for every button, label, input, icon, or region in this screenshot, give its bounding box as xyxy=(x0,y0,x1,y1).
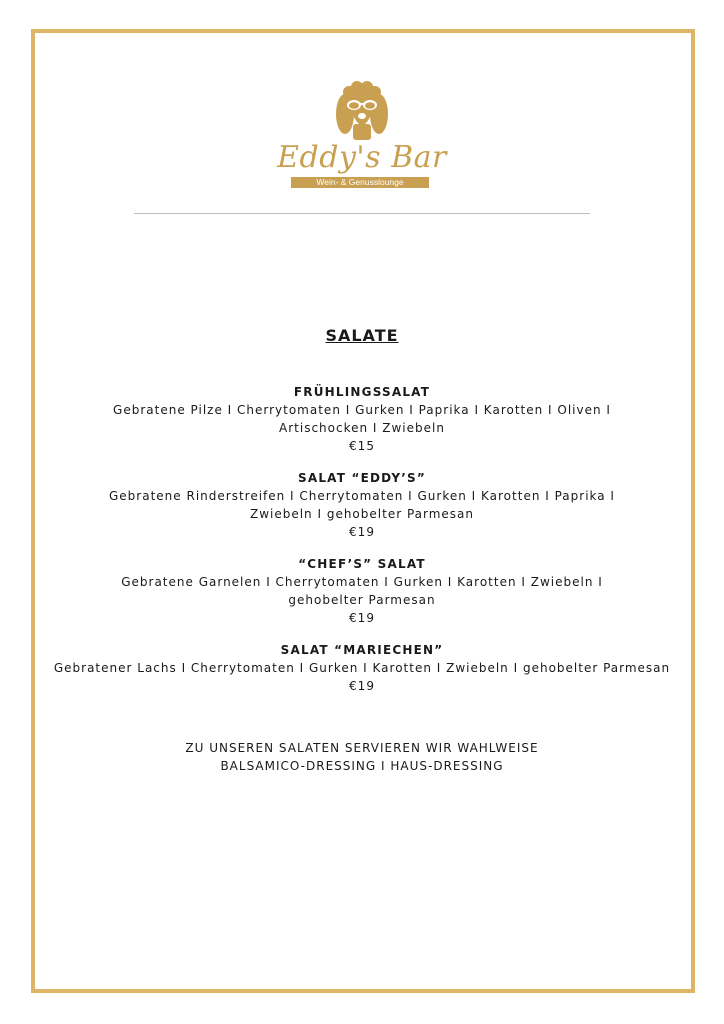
item-price: €19 xyxy=(349,611,375,625)
item-description: Gebratener Lachs I Cherrytomaten I Gurken I Karotten I Zwiebeln I gehobelter Parmesan xyxy=(53,661,671,675)
item-name: SALAT “MARIECHEN” xyxy=(280,643,444,657)
dog-with-sunglasses-icon xyxy=(335,80,389,140)
item-description: gehobelter Parmesan xyxy=(288,593,436,607)
menu-items xyxy=(36,383,688,709)
item-description: Gebratene Garnelen I Cherrytomaten I Gurken I Karotten I Zwiebeln I xyxy=(121,575,603,589)
dressing-note xyxy=(0,739,724,775)
note-line: ZU UNSEREN SALATEN SERVIEREN WIR WAHLWEISE xyxy=(185,741,539,755)
item-price: €15 xyxy=(349,439,375,453)
item-name: “CHEF’S” SALAT xyxy=(298,557,426,571)
item-description: Gebratene Rinderstreifen I Cherrytomaten I Gurken I Karotten I Paprika I xyxy=(109,489,615,503)
brand-name: Eddy's Bar xyxy=(277,140,447,175)
menu-item xyxy=(36,469,688,541)
brand-tagline: Wein- & Genusslounge xyxy=(291,177,429,188)
item-name: SALAT “EDDY’S” xyxy=(297,471,426,485)
section-title: SALATE xyxy=(325,326,399,345)
item-name: FRÜHLINGSSALAT xyxy=(293,385,431,399)
item-description: Artischocken I Zwiebeln xyxy=(279,421,445,435)
item-description: Gebratene Pilze I Cherrytomaten I Gurken I Paprika I Karotten I Oliven I xyxy=(113,403,611,417)
menu-item xyxy=(36,555,688,627)
divider xyxy=(134,213,590,214)
item-price: €19 xyxy=(349,525,375,539)
logo xyxy=(0,80,724,140)
item-description: Zwiebeln I gehobelter Parmesan xyxy=(249,507,475,521)
item-price: €19 xyxy=(349,679,375,693)
menu-item xyxy=(36,641,688,695)
menu-item xyxy=(36,383,688,455)
note-line: BALSAMICO-DRESSING I HAUS-DRESSING xyxy=(220,759,504,773)
